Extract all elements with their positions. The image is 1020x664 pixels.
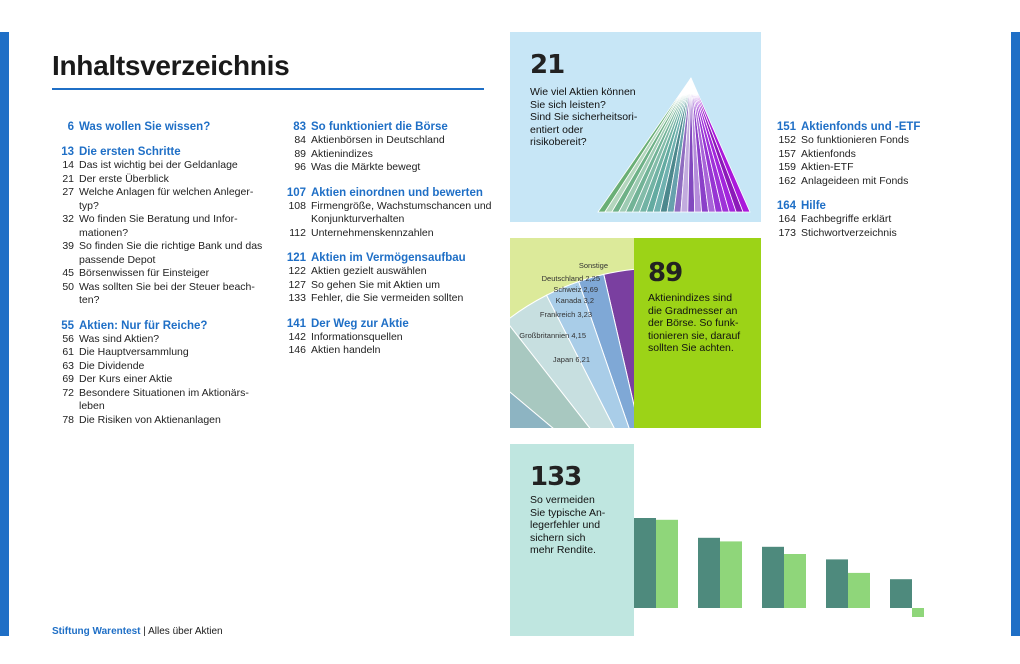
toc-entry[interactable]: [52, 173, 292, 187]
pie-label: Sonstige: [578, 261, 608, 270]
bar: [784, 554, 806, 608]
toc-page-number: 133: [288, 292, 306, 304]
toc-page-number: 45: [62, 267, 74, 279]
footer-brand: Stiftung Warentest: [52, 626, 141, 637]
toc-entry[interactable]: [52, 346, 292, 360]
toc-entry-title: Die Risiken von Aktienanlagen: [79, 413, 221, 426]
bar-chart: [634, 500, 924, 630]
bar: [634, 518, 656, 608]
toc-page-number: 72: [62, 386, 74, 399]
toc-entry-title: Firmengröße, Wachstumschancen und Konjunkturverhalten: [311, 199, 492, 225]
toc-chapter-heading[interactable]: [52, 319, 292, 333]
toc-entry-title: Der Kurs einer Aktie: [79, 373, 173, 385]
toc-entry[interactable]: [774, 148, 974, 162]
toc-page-number: 108: [288, 199, 306, 212]
toc-entry-title: Der erste Überblick: [79, 172, 169, 185]
toc-entry[interactable]: [284, 148, 514, 162]
toc-chapter-title: Aktienfonds und -ETF: [801, 121, 921, 133]
toc-entry[interactable]: [284, 200, 514, 227]
footer: [52, 626, 223, 637]
toc-entry-title: Aktien-ETF: [801, 161, 854, 173]
toc-page-number: 56: [62, 332, 74, 345]
toc-entry-title: Was sind Aktien?: [79, 332, 160, 345]
bar: [720, 541, 742, 608]
toc-entry-title: So gehen Sie mit Aktien um: [311, 278, 440, 291]
toc-page-number: 84: [294, 134, 306, 146]
toc-page-number: 173: [778, 226, 796, 239]
toc-entry[interactable]: [52, 360, 292, 374]
toc-chapter-title: Aktien einordnen und bewerten: [311, 186, 483, 199]
toc-entry-title: Aktienindizes: [311, 147, 373, 160]
toc-entry-title: Aktienfonds: [801, 147, 856, 160]
toc-page-number: 55: [61, 319, 74, 332]
panel-89-text: Aktienindizes sind die Gradmesser an der Börse. So funk- tionieren sie, darauf sollten Sie achten.: [648, 292, 741, 354]
toc-entry[interactable]: [52, 281, 292, 308]
toc-section: [52, 120, 292, 134]
pie-label: Japan 6,21: [552, 355, 590, 364]
right-edge-bar: [1011, 32, 1020, 636]
panel-21-text: Wie viel Aktien können Sie sich leisten? Sind Sie sicherheitsori- entiert oder risikobereit?: [530, 86, 638, 148]
toc-entry-title: Was sollten Sie bei der Steuer beach- ten?: [79, 280, 255, 306]
bar: [912, 608, 924, 617]
toc-entry-title: Was die Märkte bewegt: [311, 161, 421, 173]
toc-entry[interactable]: [52, 333, 292, 347]
toc-chapter-title: Aktien im Vermögensaufbau: [311, 252, 466, 264]
toc-page-number: 157: [778, 147, 796, 160]
left-edge-bar: [0, 32, 9, 636]
toc-column-2: [284, 120, 514, 369]
panel-133-text: So vermeiden Sie typische An- legerfehler und sichern sich mehr Rendite.: [530, 494, 606, 556]
toc-page-number: 112: [289, 226, 306, 239]
toc-chapter-heading[interactable]: [284, 317, 514, 331]
toc-page-number: 141: [286, 317, 306, 330]
toc-column-3: [774, 120, 974, 251]
toc-chapter-heading[interactable]: [774, 199, 974, 213]
toc-entry[interactable]: [52, 373, 292, 387]
panel-133-number: 133: [530, 462, 582, 492]
toc-section: [284, 186, 514, 241]
toc-entry-title: Wo finden Sie Beratung und Infor- mationen?: [79, 213, 238, 239]
toc-chapter-heading[interactable]: [284, 186, 514, 200]
toc-entry[interactable]: [284, 265, 514, 279]
toc-entry[interactable]: [774, 134, 974, 148]
toc-page-number: 159: [778, 161, 796, 173]
toc-section: [52, 145, 292, 308]
toc-entry[interactable]: [52, 186, 292, 213]
toc-page-number: 151: [776, 121, 796, 133]
toc-entry-title: Anlageideen mit Fonds: [801, 174, 909, 187]
toc-entry[interactable]: [284, 227, 514, 241]
toc-chapter-title: Aktien: Nur für Reiche?: [79, 319, 208, 332]
toc-page-number: 89: [294, 147, 306, 160]
toc-chapter-heading[interactable]: [52, 145, 292, 159]
toc-chapter-heading[interactable]: [52, 120, 292, 134]
toc-page-number: 164: [778, 213, 796, 225]
panel-21: [510, 32, 761, 222]
bar: [656, 520, 678, 608]
toc-page-number: 13: [61, 146, 74, 158]
panel-133: [510, 444, 634, 636]
toc-entry-title: So finden Sie die richtige Bank und das passende Depot: [79, 240, 263, 266]
toc-page-number: 146: [288, 344, 306, 356]
toc-page-number: 83: [293, 121, 306, 133]
toc-entry-title: Die Hauptversammlung: [79, 346, 189, 358]
toc-entry[interactable]: [52, 267, 292, 281]
toc-entry[interactable]: [284, 161, 514, 175]
toc-page-number: 107: [286, 186, 306, 199]
toc-entry-title: Unternehmenskennzahlen: [311, 226, 434, 239]
bar: [762, 547, 784, 608]
toc-entry-title: Fachbegriffe erklärt: [801, 213, 892, 225]
toc-page-number: 6: [67, 121, 74, 133]
toc-entry-title: Börsenwissen für Einsteiger: [79, 267, 210, 279]
toc-page-number: 14: [62, 159, 74, 171]
toc-entry-title: Aktien handeln: [311, 344, 381, 356]
footer-title: | Alles über Aktien: [140, 626, 223, 637]
panel-21-number: 21: [530, 50, 565, 80]
pie-label: Großbritannien 4,15: [519, 331, 586, 340]
toc-entry[interactable]: [284, 331, 514, 345]
toc-entry-title: Aktienbörsen in Deutschland: [311, 134, 445, 146]
toc-entry[interactable]: [284, 292, 514, 306]
toc-entry-title: Die Dividende: [79, 359, 145, 372]
toc-entry-title: Fehler, die Sie vermeiden sollten: [311, 292, 464, 304]
toc-chapter-heading[interactable]: [284, 251, 514, 265]
toc-section: [284, 120, 514, 175]
toc-page-number: 142: [288, 330, 306, 343]
bar: [890, 579, 912, 608]
toc-entry-title: Besondere Situationen im Aktionärs- leben: [79, 386, 249, 412]
pie-label: Frankreich 3,23: [539, 310, 592, 319]
toc-page-number: 96: [294, 161, 306, 173]
toc-page-number: 63: [62, 359, 74, 372]
toc-page-number: 32: [62, 213, 74, 225]
toc-entry-title: So funktionieren Fonds: [801, 134, 909, 146]
toc-entry[interactable]: [52, 159, 292, 173]
toc-chapter-title: Der Weg zur Aktie: [311, 317, 409, 330]
toc-entry-title: Das ist wichtig bei der Geldanlage: [79, 159, 238, 171]
toc-section: [774, 199, 974, 240]
toc-chapter-title: Was wollen Sie wissen?: [79, 121, 211, 133]
toc-page-number: 152: [778, 134, 796, 146]
panel-89-number: 89: [648, 258, 683, 288]
toc-page-number: 122: [288, 265, 306, 277]
toc-page-number: 50: [62, 280, 74, 293]
toc-entry[interactable]: [52, 213, 292, 240]
bar: [826, 559, 848, 608]
toc-section: [284, 317, 514, 358]
toc-column-1: [52, 120, 292, 438]
toc-entry-title: Welche Anlagen für welchen Anleger- typ?: [79, 186, 254, 212]
pie-label: Deutschland 2,25: [541, 274, 600, 283]
toc-page-number: 27: [62, 186, 74, 198]
bar: [698, 538, 720, 608]
panel-pie: [510, 238, 634, 428]
toc-entry[interactable]: [774, 161, 974, 175]
toc-page-number: 69: [62, 373, 74, 385]
toc-entry[interactable]: [774, 175, 974, 189]
toc-chapter-title: So funktioniert die Börse: [311, 121, 448, 133]
toc-page-number: 127: [288, 278, 306, 291]
toc-entry[interactable]: [774, 227, 974, 241]
toc-page-number: 78: [62, 413, 74, 426]
toc-entry[interactable]: [52, 414, 292, 428]
toc-entry-title: Aktien gezielt auswählen: [311, 265, 427, 277]
toc-entry[interactable]: [284, 279, 514, 293]
pie-label: Schweiz 2,69: [553, 285, 598, 294]
panel-89: [634, 238, 761, 428]
toc-page-number: 162: [778, 174, 796, 187]
pie-label: Kanada 3,2: [555, 296, 594, 305]
toc-page-number: 39: [62, 240, 74, 252]
toc-entry-title: Informationsquellen: [311, 330, 403, 343]
toc-entry[interactable]: [774, 213, 974, 227]
toc-entry[interactable]: [284, 344, 514, 358]
toc-entry-title: Stichwortverzeichnis: [801, 226, 897, 239]
toc-chapter-title: Hilfe: [801, 200, 826, 212]
toc-section: [284, 251, 514, 306]
toc-section: [52, 319, 292, 428]
toc-page-number: 121: [286, 252, 306, 264]
toc-entry[interactable]: [284, 134, 514, 148]
page-title: Inhaltsverzeichnis: [52, 50, 290, 81]
toc-page-number: 164: [776, 200, 796, 212]
toc-entry[interactable]: [52, 240, 292, 267]
toc-chapter-heading[interactable]: [774, 120, 974, 134]
pie-chart: [510, 238, 634, 428]
toc-chapter-heading[interactable]: [284, 120, 514, 134]
toc-entry[interactable]: [52, 387, 292, 414]
toc-section: [774, 120, 974, 188]
toc-page-number: 61: [62, 346, 74, 358]
toc-page-number: 21: [62, 172, 74, 185]
toc-chapter-title: Die ersten Schritte: [79, 146, 181, 158]
title-rule: [52, 88, 484, 90]
bar: [848, 573, 870, 608]
